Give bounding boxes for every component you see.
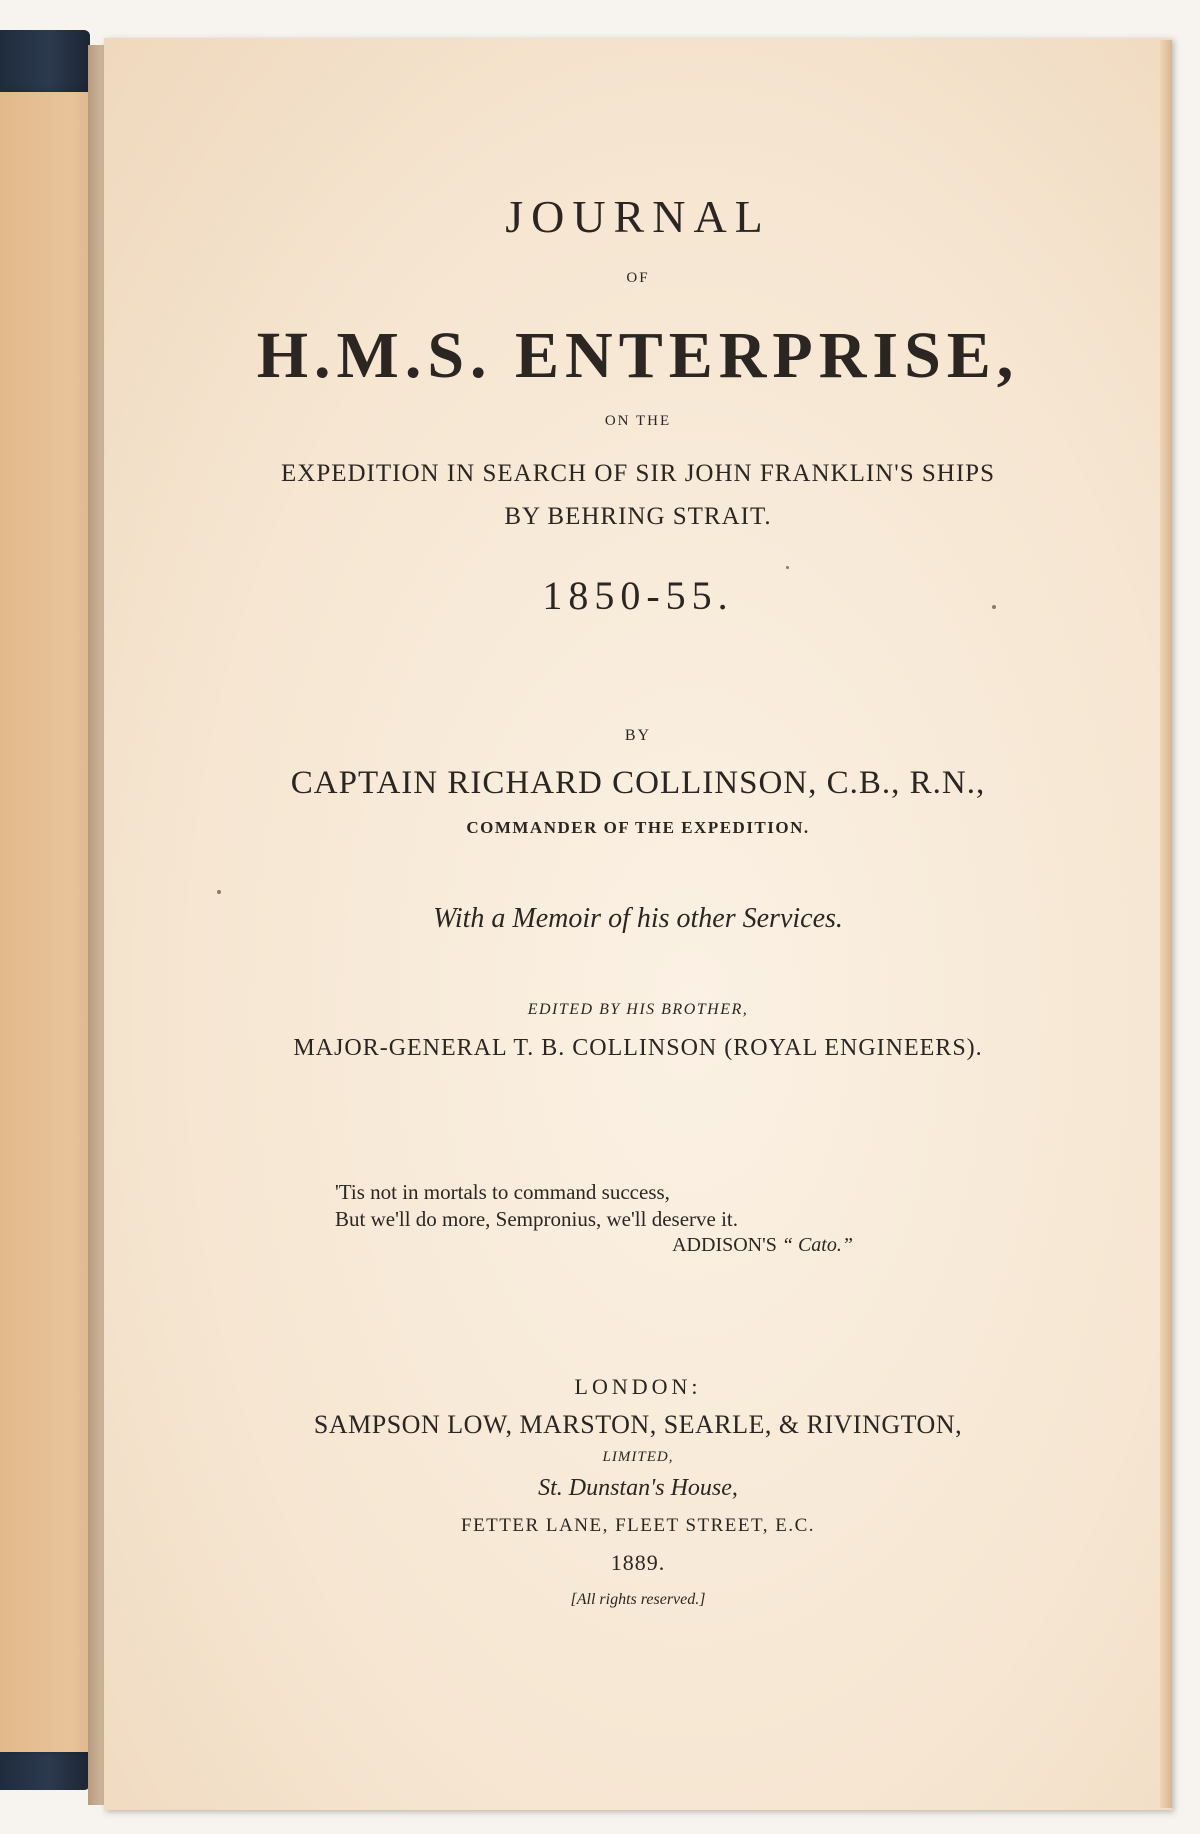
edited-by: EDITED BY HIS BROTHER, <box>527 1001 749 1018</box>
memoir-note: With a Memoir of his other Services. <box>433 903 843 934</box>
title-of: OF <box>626 270 650 286</box>
epigraph-attribution <box>335 1234 853 1257</box>
title-journal: JOURNAL <box>505 191 771 242</box>
epigraph-source: “ Cato.” <box>781 1234 853 1256</box>
editor-name: MAJOR-GENERAL T. B. COLLINSON (ROYAL ENGINEERS). <box>293 1035 983 1061</box>
imprint-publisher: SAMPSON LOW, MARSTON, SEARLE, & RIVINGTON, <box>313 1410 963 1439</box>
rights-notice: [All rights reserved.] <box>570 1591 706 1608</box>
paper-speck <box>217 890 221 894</box>
paper-speck <box>992 605 996 609</box>
imprint-city: LONDON: <box>574 1374 702 1399</box>
subtitle-line-2: BY BEHRING STRAIT. <box>504 503 772 530</box>
epigraph-line-2: But we'll do more, Sempronius, we'll deserve it. <box>335 1207 738 1231</box>
paper-speck <box>786 566 789 569</box>
title-years: 1850-55. <box>542 573 734 618</box>
title-on-the: ON THE <box>604 413 672 429</box>
subtitle-line-1: EXPEDITION IN SEARCH OF SIR JOHN FRANKLIN'S SHIPS <box>281 460 995 487</box>
title-ship-name: H.M.S. ENTERPRISE, <box>256 319 1020 392</box>
author-role: COMMANDER OF THE EXPEDITION. <box>466 818 810 837</box>
imprint-year: 1889. <box>610 1550 666 1575</box>
epigraph-author: ADDISON'S <box>672 1234 777 1256</box>
imprint-street: FETTER LANE, FLEET STREET, E.C. <box>461 1515 815 1536</box>
epigraph-line-1: 'Tis not in mortals to command success, <box>335 1180 670 1204</box>
imprint-house: St. Dunstan's House, <box>538 1475 738 1501</box>
byline-by: BY <box>624 727 652 744</box>
imprint-limited: LIMITED, <box>602 1449 674 1465</box>
author-name: CAPTAIN RICHARD COLLINSON, C.B., R.N., <box>290 765 986 801</box>
